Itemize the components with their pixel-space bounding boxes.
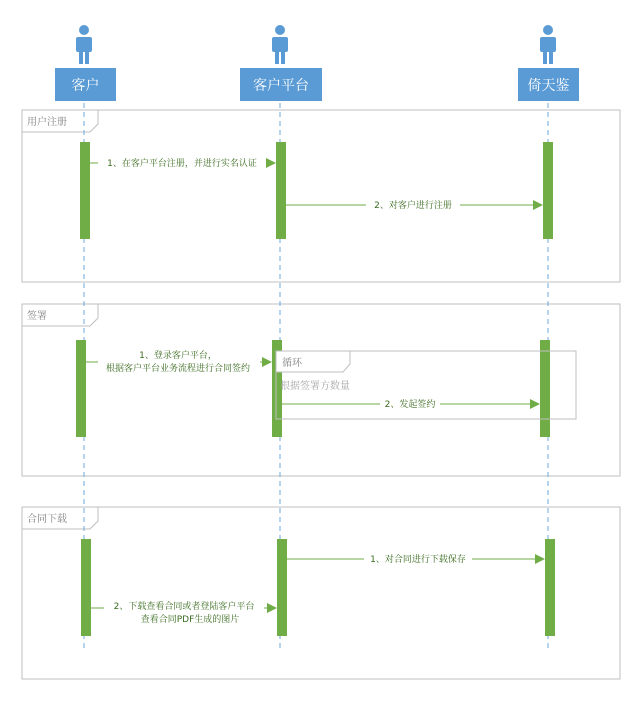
message-label: 1、登录客户平台，: [139, 351, 217, 361]
message-label: 2、发起签约: [384, 400, 436, 410]
message-view-contract: [91, 598, 276, 625]
activation-bar: [76, 340, 86, 437]
activation-bar: [545, 539, 555, 636]
person-icon: [540, 25, 556, 64]
activation-bar: [81, 539, 91, 636]
person-icon: [76, 25, 92, 64]
actor-customer: [55, 68, 116, 101]
actor-label-customer-platform: 客户平台: [253, 78, 309, 94]
message-register-customer: [286, 197, 542, 212]
actor-label-customer: 客户: [71, 78, 100, 94]
frame-label-contract-download: 合同下载: [27, 514, 67, 525]
message-label: 2、对客户进行注册: [374, 201, 452, 211]
loop-label: 循环: [282, 358, 302, 369]
frame-label-signing: 签署: [27, 311, 47, 322]
activation-bar: [276, 142, 286, 239]
activation-bar: [277, 539, 287, 636]
message-label: 根据客户平台业务流程进行合同签约: [105, 364, 251, 374]
message-login-and-sign: [86, 346, 271, 374]
message-label: 1、对合同进行下载保存: [370, 555, 466, 565]
frame-label-user-registration: 用户注册: [27, 117, 67, 128]
activation-bar: [543, 142, 553, 239]
actor-customer-platform: [240, 68, 322, 101]
activation-bar: [540, 340, 550, 437]
message-register-on-platform: [90, 155, 275, 170]
person-icon: [272, 25, 288, 64]
actor-label-yitianjian: 倚天鉴: [527, 78, 570, 94]
activation-bar: [80, 142, 90, 239]
actor-yitianjian: [518, 68, 579, 101]
message-initiate-signing: [282, 396, 539, 411]
message-download-and-save: [287, 551, 544, 566]
message-label: 查看合同PDF生成的图片: [140, 615, 240, 625]
frame-user-registration: [22, 110, 620, 282]
message-label: 2、下载查看合同或者登陆客户平台: [113, 602, 255, 612]
message-label: 1、在客户平台注册，并进行实名认证: [107, 159, 257, 169]
loop-guard: 根据签署方数量: [280, 381, 350, 392]
frame-contract-download: [22, 507, 620, 679]
